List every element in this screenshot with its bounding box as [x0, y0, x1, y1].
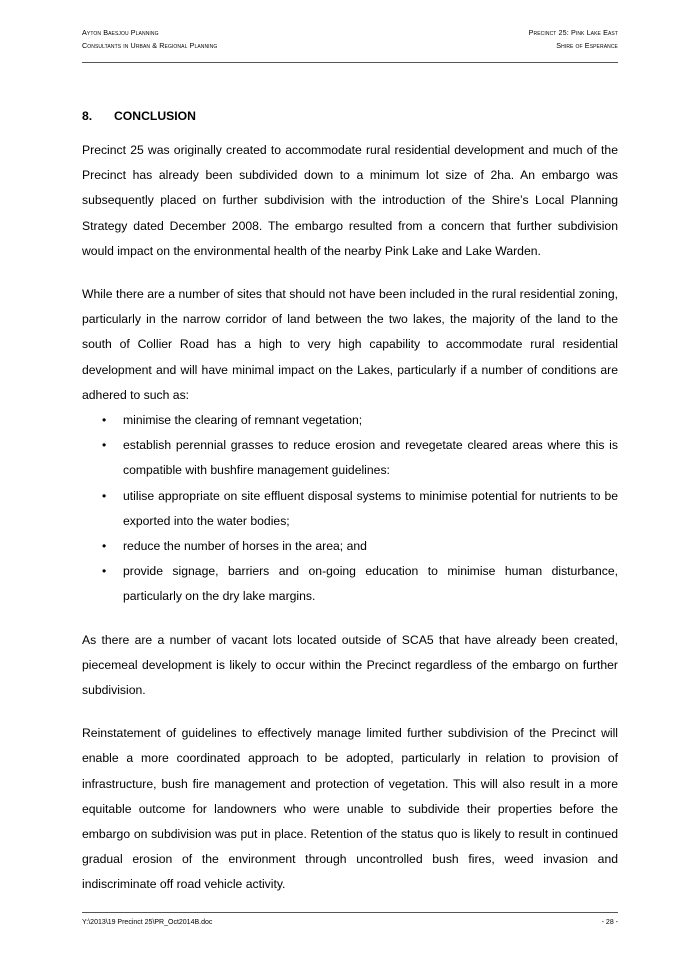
paragraph-3: As there are a number of vacant lots located outside of SCA5 that have already been created, piecemeal development is likely to occur within the Precinct regardless of the embargo on further subdivision.	[82, 632, 618, 698]
list-item	[82, 408, 618, 433]
section-title: CONCLUSION	[114, 109, 196, 123]
page-footer	[82, 912, 618, 933]
page-header	[82, 24, 618, 63]
list-item	[82, 484, 618, 534]
header-right	[529, 26, 618, 52]
section-number: 8.	[82, 109, 93, 123]
list-item	[82, 534, 618, 559]
list-item	[82, 433, 618, 483]
list-item-text: reduce the number of horses in the area; and	[123, 539, 367, 554]
list-item-text: provide signage, barriers and on-going education to minimise human disturbance, particularly on the dry lake margins.	[123, 564, 618, 604]
page-number: - 28 -	[601, 919, 618, 926]
document-body	[82, 106, 618, 916]
list-item-text: utilise appropriate on site effluent disposal systems to minimise potential for nutrients to be exported into the water bodies;	[123, 488, 618, 528]
list-item	[82, 559, 618, 609]
paragraph-4: Reinstatement of guidelines to effectively manage limited further subdivision of the Precinct will enable a more coordinated approach to be adopted, particularly in relation to provision of infrastructure, bush fire management and protection of vegetation. This will also result in a more equitable outcome for landowners who were unable to subdivide their properties before the embargo on subdivision was put in place. Retention of the status quo is likely to result in continued gradual erosion of the environment through uncontrolled bush fires, weed invasion and indiscriminate off road vehicle activity.	[82, 726, 618, 892]
paragraph-1: Precinct 25 was originally created to accommodate rural residential development and much of the Precinct has already been subdivided down to a minimum lot size of 2ha. An embargo was subsequently placed on further subdivision with the introduction of the Shire’s Local Planning Strategy dated December 2008. The embargo resulted from a concern that further subdivision would impact on the environmental health of the nearby Pink Lake and Lake Warden.	[82, 143, 618, 258]
bullet-icon: •	[102, 438, 107, 453]
document-shire: Shire of Esperance	[556, 41, 618, 50]
bullet-icon: •	[102, 413, 107, 428]
bullet-icon: •	[102, 488, 107, 503]
list-item-text: minimise the clearing of remnant vegetation;	[123, 413, 363, 428]
document-precinct: Precinct 25: Pink Lake East	[528, 28, 618, 37]
bullet-icon: •	[102, 539, 107, 554]
list-item-text: establish perennial grasses to reduce erosion and revegetate cleared areas where this is compatible with bushfire management guidelines:	[123, 438, 618, 478]
conditions-list	[82, 408, 618, 610]
paragraph-2: While there are a number of sites that should not have been included in the rural residential zoning, particularly in the narrow corridor of land between the two lakes, the majority of the land to the south of Collier Road has a high to very high capability to accommodate rural residential development and will have minimal impact on the Lakes, particularly if a number of conditions are adhered to such as:	[82, 287, 618, 402]
company-tagline: Consultants in Urban & Regional Planning	[82, 41, 218, 50]
bullet-icon: •	[102, 564, 107, 579]
company-name: Ayton Baesjou Planning	[82, 28, 159, 37]
file-path: Y:\2013\19 Precinct 25\PR_Oct2014B.doc	[82, 919, 213, 926]
section-heading	[82, 106, 618, 126]
header-left	[82, 26, 217, 52]
